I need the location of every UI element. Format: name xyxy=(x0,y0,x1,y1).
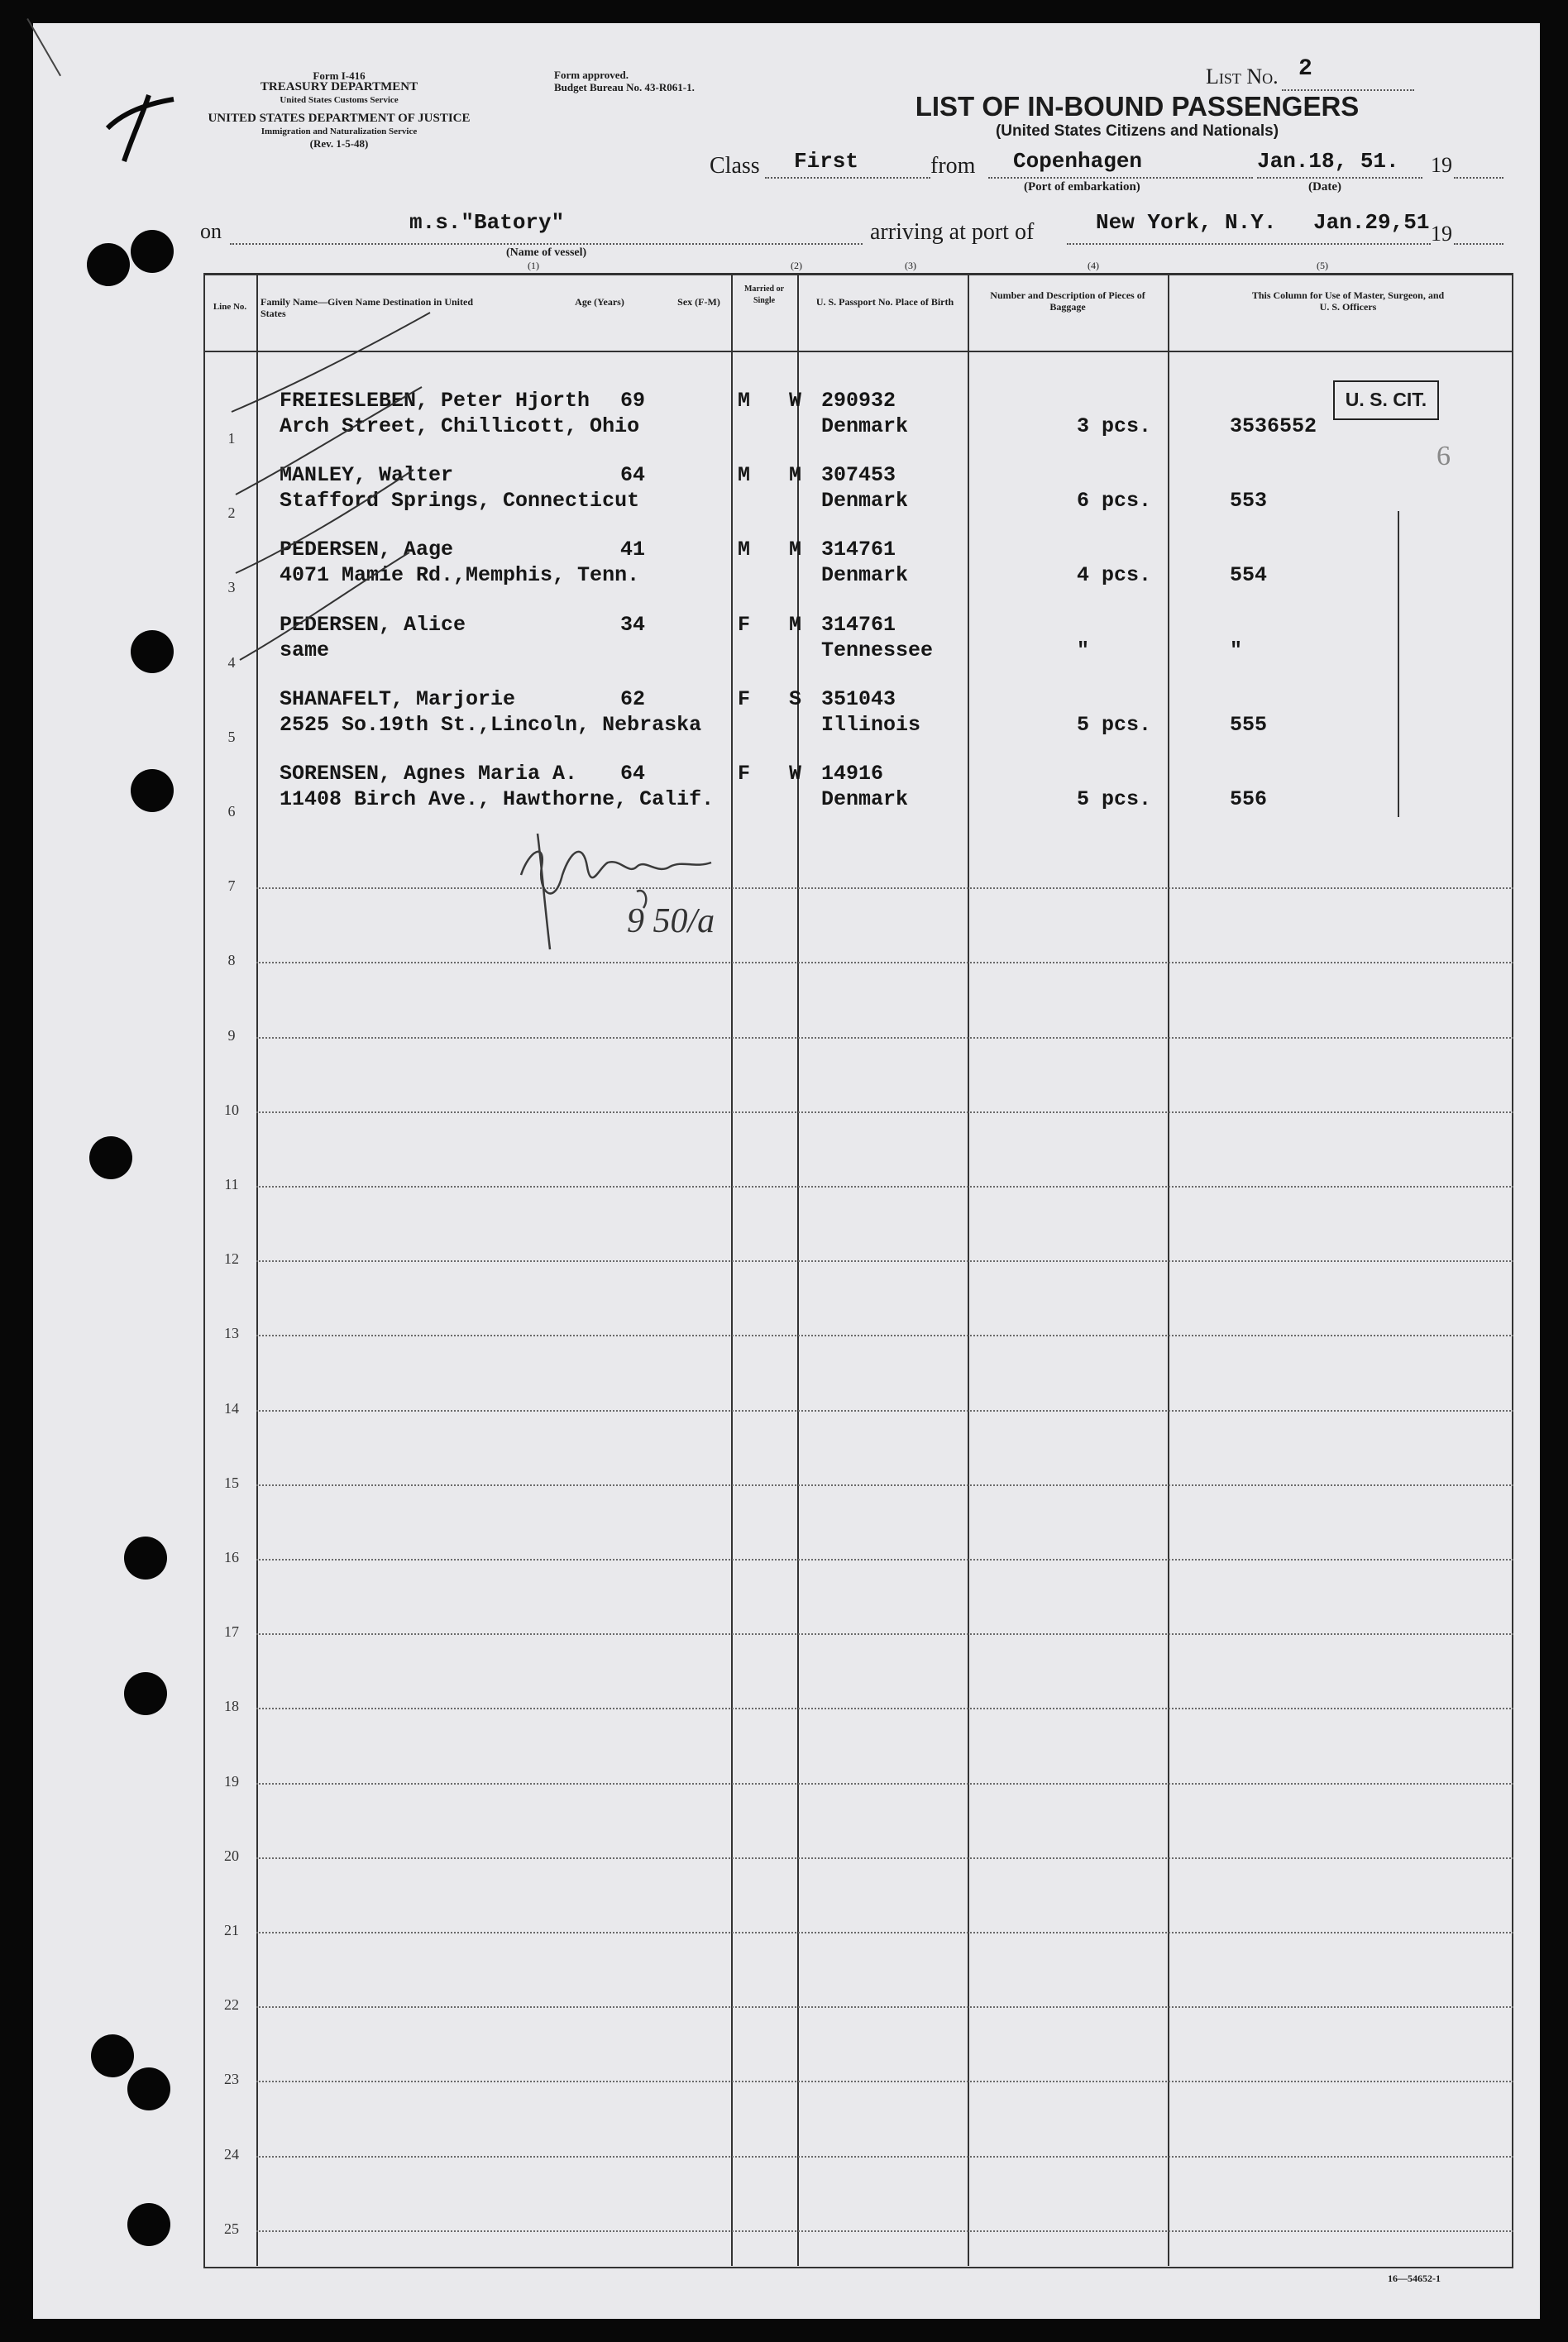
passenger-destination: 4071 Mamie Rd.,Memphis, Tenn. xyxy=(280,563,640,588)
line-number: 14 xyxy=(224,1399,239,1417)
line-number: 8 xyxy=(227,952,236,969)
line-number: 3 xyxy=(227,579,236,596)
col-baggage: Number and Description of Pieces of Baggage xyxy=(990,289,1145,313)
binder-hole xyxy=(131,230,174,273)
page-subtitle: (United States Citizens and Nationals) xyxy=(995,122,1279,140)
passenger-passport: 314761 xyxy=(821,612,896,637)
depart-date: Jan.18, 51. xyxy=(1257,149,1399,174)
passenger-sex: M xyxy=(738,389,751,413)
passenger-age: 62 xyxy=(620,686,646,711)
budget-label: Budget Bureau No. 43-R061-1. xyxy=(554,81,695,93)
citizen-stamp-text: U. S. CIT. xyxy=(1345,389,1427,410)
row-rule xyxy=(256,2081,1513,2082)
corner-pen-mark xyxy=(99,79,182,170)
row-rule xyxy=(256,2006,1513,2008)
passenger-birthplace: Denmark xyxy=(821,563,909,588)
row-rule xyxy=(256,2156,1513,2158)
passenger-passport: 307453 xyxy=(821,463,896,488)
line-number: 2 xyxy=(227,504,236,522)
passenger-passport: 14916 xyxy=(821,762,884,786)
passenger-marital: M xyxy=(789,463,802,488)
margin-mark: 6 xyxy=(1437,441,1451,471)
line-number: 22 xyxy=(224,1996,239,2014)
binder-hole xyxy=(127,2203,170,2246)
line-number: 15 xyxy=(224,1474,239,1491)
binder-hole xyxy=(91,2034,134,2077)
list-no-value: 2 xyxy=(1298,56,1312,82)
passenger-officer: 554 xyxy=(1230,563,1268,588)
passenger-sex: F xyxy=(738,686,751,711)
binder-hole xyxy=(89,1136,132,1179)
passenger-name: FREIESLEBEN, Peter Hjorth xyxy=(280,389,590,413)
from-value: Copenhagen xyxy=(1013,149,1143,174)
rev-label: (Rev. 1-5-48) xyxy=(309,137,369,150)
line-number: 21 xyxy=(224,1922,239,1938)
arrival-port: New York, N.Y. xyxy=(1096,210,1277,235)
nineteen-label-2: 19 xyxy=(1431,222,1452,246)
passenger-age: 69 xyxy=(620,389,646,413)
on-label: on xyxy=(200,219,222,243)
passenger-age: 64 xyxy=(620,463,646,488)
line-number: 5 xyxy=(227,728,236,745)
page-title: LIST OF IN-BOUND PASSENGERS xyxy=(915,91,1360,122)
line-number: 1 xyxy=(227,430,236,447)
line-number: 7 xyxy=(227,877,236,895)
row-rule xyxy=(256,1410,1513,1412)
col-line-no: Line No. xyxy=(213,302,247,312)
col-age: Age (Years) xyxy=(575,296,624,308)
passenger-officer: 556 xyxy=(1230,787,1268,811)
passenger-passport: 314761 xyxy=(821,538,896,562)
row-rule xyxy=(256,1186,1513,1188)
row-rule xyxy=(256,1932,1513,1933)
col-sex: Sex (F-M) xyxy=(677,296,720,308)
line-number: 18 xyxy=(224,1698,239,1715)
passenger-name: SHANAFELT, Marjorie xyxy=(280,686,516,711)
class-label: Class xyxy=(710,153,760,179)
passenger-birthplace: Tennessee xyxy=(821,638,934,662)
binder-hole xyxy=(131,769,174,812)
line-number: 25 xyxy=(224,2220,239,2237)
customs-label: United States Customs Service xyxy=(280,95,399,105)
passenger-marital: W xyxy=(789,762,802,786)
vessel-col-number: (1) xyxy=(528,260,539,271)
passenger-name: PEDERSEN, Alice xyxy=(280,612,466,637)
passenger-name: PEDERSEN, Aage xyxy=(280,538,454,562)
line-number: 4 xyxy=(227,653,236,671)
passenger-birthplace: Illinois xyxy=(821,712,921,737)
row-rule xyxy=(256,2230,1513,2232)
passenger-marital: M xyxy=(789,612,802,637)
line-number: 19 xyxy=(224,1772,239,1790)
col-number-3: (3) xyxy=(905,260,916,271)
passenger-destination: 11408 Birch Ave., Hawthorne, Calif. xyxy=(280,787,715,811)
passenger-name: SORENSEN, Agnes Maria A. xyxy=(280,762,578,786)
passenger-marital: M xyxy=(789,538,802,562)
list-no-label: List No. xyxy=(1206,65,1279,88)
passenger-destination: 2525 So.19th St.,Lincoln, Nebraska xyxy=(280,712,702,737)
passenger-birthplace: Denmark xyxy=(821,787,909,811)
row-rule xyxy=(256,962,1513,963)
passenger-age: 34 xyxy=(620,612,646,637)
col-number-2: (2) xyxy=(791,260,802,271)
class-value: First xyxy=(794,149,859,174)
passenger-marital: S xyxy=(789,686,802,711)
passenger-sex: M xyxy=(738,463,751,488)
passenger-baggage: " xyxy=(1077,638,1090,662)
treasury-label: TREASURY DEPARTMENT xyxy=(260,80,418,93)
vessel-name: m.s."Batory" xyxy=(409,210,565,235)
passenger-birthplace: Denmark xyxy=(821,414,909,438)
col-number-5: (5) xyxy=(1317,260,1328,271)
col-officers: This Column for Use of Master, Surgeon, and U. S. Officers xyxy=(1251,289,1445,313)
row-rule xyxy=(256,1857,1513,1859)
passenger-officer: 3536552 xyxy=(1230,414,1317,438)
form-number: Form I-416 xyxy=(313,69,366,82)
passenger-baggage: 5 pcs. xyxy=(1077,787,1152,811)
passenger-destination: Stafford Springs, Connecticut xyxy=(280,489,640,514)
citizen-stamp xyxy=(1333,380,1439,420)
binder-hole xyxy=(124,1537,167,1580)
passenger-baggage: 3 pcs. xyxy=(1077,414,1152,438)
nineteen-label: 19 xyxy=(1431,153,1452,177)
row-rule xyxy=(256,1559,1513,1561)
line-number: 12 xyxy=(224,1250,239,1268)
vessel-caption: (Name of vessel) xyxy=(506,246,587,259)
row-rule xyxy=(256,1111,1513,1113)
passenger-baggage: 4 pcs. xyxy=(1077,563,1152,588)
passenger-name: MANLEY, Walter xyxy=(280,463,454,488)
row-rule xyxy=(256,1633,1513,1635)
pen-check-marks xyxy=(223,296,471,676)
col-passport: U. S. Passport No. Place of Birth xyxy=(815,296,954,308)
passenger-officer: 553 xyxy=(1230,489,1268,514)
passenger-birthplace: Denmark xyxy=(821,489,909,514)
row-rule xyxy=(256,1484,1513,1486)
ins-label: Immigration and Naturalization Service xyxy=(261,127,418,136)
line-number: 23 xyxy=(224,2071,239,2088)
line-number: 9 xyxy=(227,1026,236,1044)
port-caption: (Port of embarkation) xyxy=(1024,180,1140,194)
passenger-sex: F xyxy=(738,762,751,786)
date-caption: (Date) xyxy=(1308,180,1341,194)
passenger-officer: 555 xyxy=(1230,712,1268,737)
col-name: Family Name—Given Name Destination in United States xyxy=(261,296,473,319)
arriving-label: arriving at port of xyxy=(870,219,1035,245)
row-rule xyxy=(256,1260,1513,1262)
passenger-passport: 290932 xyxy=(821,389,896,413)
line-number: 16 xyxy=(224,1549,239,1565)
approved-label: Form approved. xyxy=(554,69,629,81)
passenger-marital: W xyxy=(789,389,802,413)
passenger-passport: 351043 xyxy=(821,686,896,711)
handwritten-annotation: 9 50/a xyxy=(627,902,715,940)
passenger-baggage: 5 pcs. xyxy=(1077,712,1152,737)
row-rule xyxy=(256,1783,1513,1785)
passenger-age: 64 xyxy=(620,762,646,786)
line-number: 6 xyxy=(227,803,236,820)
passenger-destination: Arch Street, Chillicott, Ohio xyxy=(280,414,640,438)
binder-hole xyxy=(124,1672,167,1715)
col-married: Married or Single xyxy=(743,284,785,305)
row-rule xyxy=(256,1037,1513,1039)
line-number: 10 xyxy=(224,1101,239,1118)
line-number: 17 xyxy=(224,1623,239,1641)
row-rule xyxy=(256,887,1513,889)
row-rule xyxy=(256,1708,1513,1709)
binder-hole xyxy=(87,243,130,286)
col-number-4: (4) xyxy=(1088,260,1099,271)
passenger-sex: M xyxy=(738,538,751,562)
justice-label: UNITED STATES DEPARTMENT OF JUSTICE xyxy=(208,112,471,125)
passenger-age: 41 xyxy=(620,538,646,562)
line-number: 24 xyxy=(224,2145,239,2163)
passenger-baggage: 6 pcs. xyxy=(1077,489,1152,514)
binder-hole xyxy=(131,630,174,673)
from-label: from xyxy=(930,153,976,179)
arrival-date: Jan.29,51 xyxy=(1313,210,1430,235)
binder-hole xyxy=(127,2067,170,2110)
passenger-officer: " xyxy=(1230,638,1243,662)
form-code: 16—54652-1 xyxy=(1388,2273,1441,2284)
row-rule xyxy=(256,1335,1513,1336)
passenger-destination: same xyxy=(280,638,330,662)
line-number: 13 xyxy=(224,1325,239,1342)
passenger-sex: F xyxy=(738,612,751,637)
line-number: 20 xyxy=(224,1847,239,1864)
line-number: 11 xyxy=(224,1176,239,1193)
form-page xyxy=(33,23,1540,2319)
